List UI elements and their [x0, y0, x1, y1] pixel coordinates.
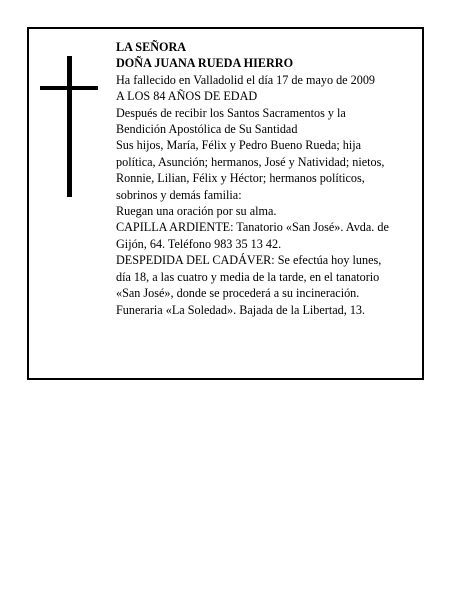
- farewell-info: DESPEDIDA DEL CADÁVER: Se efectúa hoy lunes,: [116, 253, 382, 268]
- sacraments-line: Bendición Apostólica de Su Santidad: [116, 122, 298, 137]
- chapel-info: Gijón, 64. Teléfono 983 35 13 42.: [116, 236, 282, 251]
- deceased-name: DOÑA JUANA RUEDA HIERRO: [116, 56, 294, 71]
- notice-title: LA SEÑORA: [116, 40, 187, 54]
- farewell-info: día 18, a las cuatro y media de la tarde, en el tanatorio: [116, 269, 380, 284]
- death-date-line: Ha fallecido en Valladolid el día 17 de mayo de 2009: [116, 72, 376, 87]
- prayer-request: Ruegan una oración por su alma.: [116, 204, 277, 219]
- age-line: A LOS 84 AÑOS DE EDAD: [116, 89, 258, 104]
- farewell-info: «San José», donde se procederá a su incineración.: [116, 286, 360, 301]
- family-line: Ronnie, Lilian, Félix y Héctor; hermanos políticos,: [116, 171, 365, 186]
- sacraments-line: Después de recibir los Santos Sacramentos y la: [116, 105, 346, 120]
- family-line: sobrinos y demás familia:: [116, 187, 242, 202]
- notice-text: [116, 39, 424, 318]
- cross-icon-crossbar: [40, 86, 98, 90]
- family-line: Sus hijos, María, Félix y Pedro Bueno Rueda; hija: [116, 138, 362, 153]
- obituary-notice: [27, 27, 424, 380]
- funeral-home: Funeraria «La Soledad». Bajada de la Libertad, 13.: [116, 302, 366, 317]
- chapel-info: CAPILLA ARDIENTE: Tanatorio «San José». Avda. de: [116, 220, 389, 235]
- cross-icon: [67, 56, 72, 197]
- family-line: política, Asunción; hermanos, José y Natividad; nietos,: [116, 154, 385, 169]
